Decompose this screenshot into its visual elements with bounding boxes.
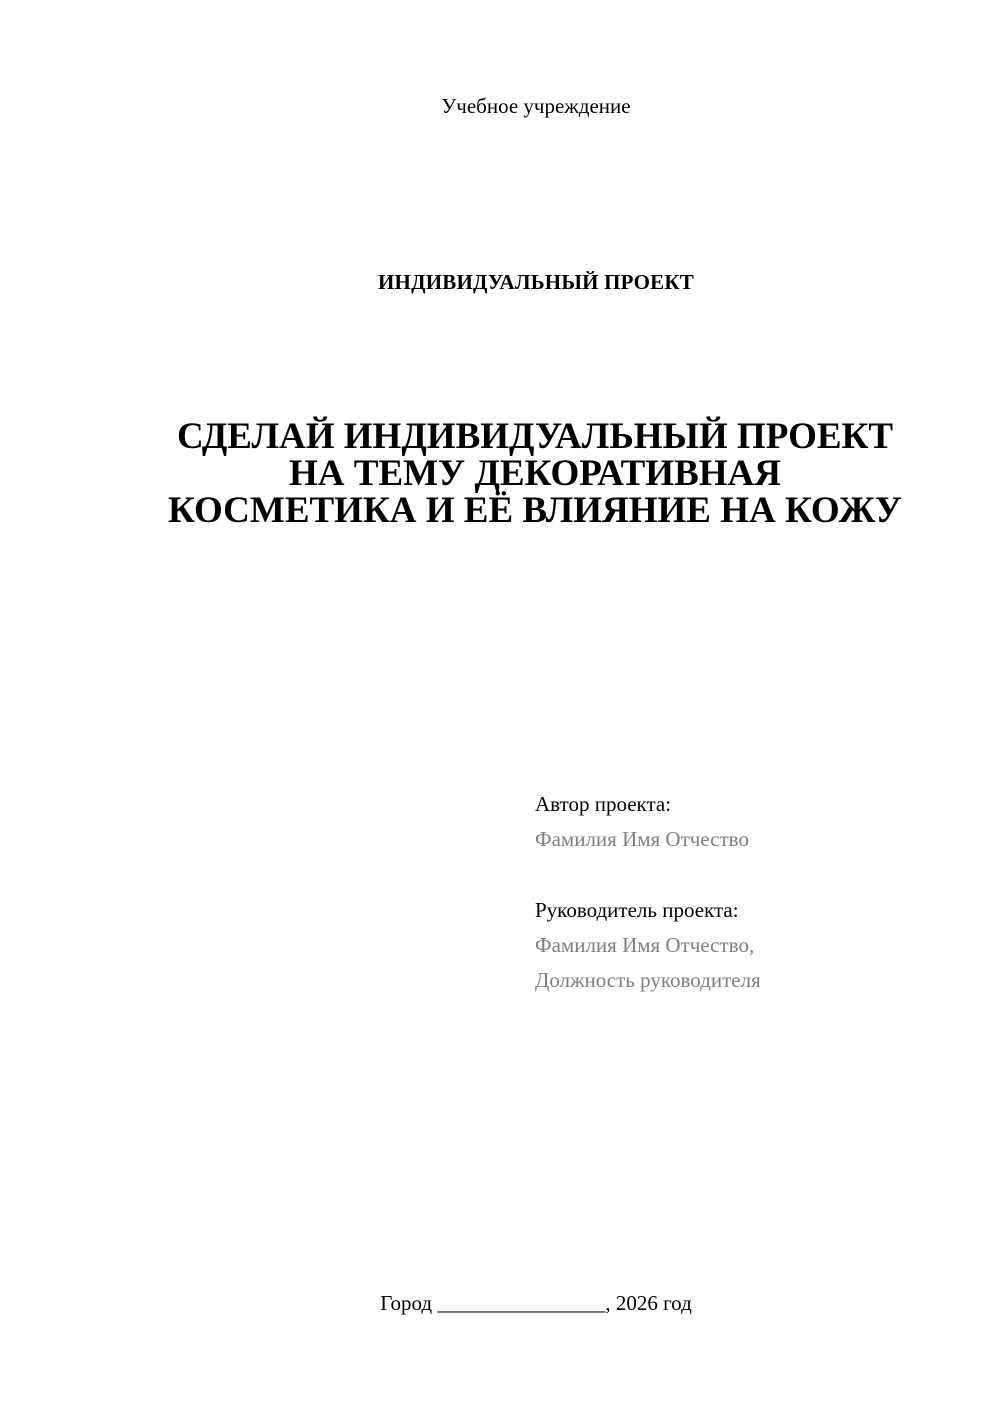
- project-title-line-3: КОСМЕТИКА И ЕЁ ВЛИЯНИЕ НА КОЖУ: [168, 490, 902, 531]
- supervisor-block: [535, 893, 955, 998]
- project-title-line-1: СДЕЛАЙ ИНДИВИДУАЛЬНЫЙ ПРОЕКТ: [176, 416, 894, 457]
- supervisor-label: Руководитель проекта:: [535, 898, 739, 922]
- supervisor-name: Фамилия Имя Отчество,: [535, 933, 755, 957]
- institution-name: Учебное учреждение: [441, 94, 631, 118]
- author-label: Автор проекта:: [535, 792, 672, 816]
- document-type: ИНДИВИДУАЛЬНЫЙ ПРОЕКТ: [378, 270, 694, 294]
- author-block: [535, 787, 955, 857]
- project-title-line-2: НА ТЕМУ ДЕКОРАТИВНАЯ: [289, 453, 781, 494]
- author-name: Фамилия Имя Отчество: [535, 827, 749, 851]
- city-year-line: Город ________________, 2026 год: [380, 1291, 692, 1315]
- project-title: [120, 418, 950, 529]
- supervisor-position: Должность руководителя: [535, 968, 761, 992]
